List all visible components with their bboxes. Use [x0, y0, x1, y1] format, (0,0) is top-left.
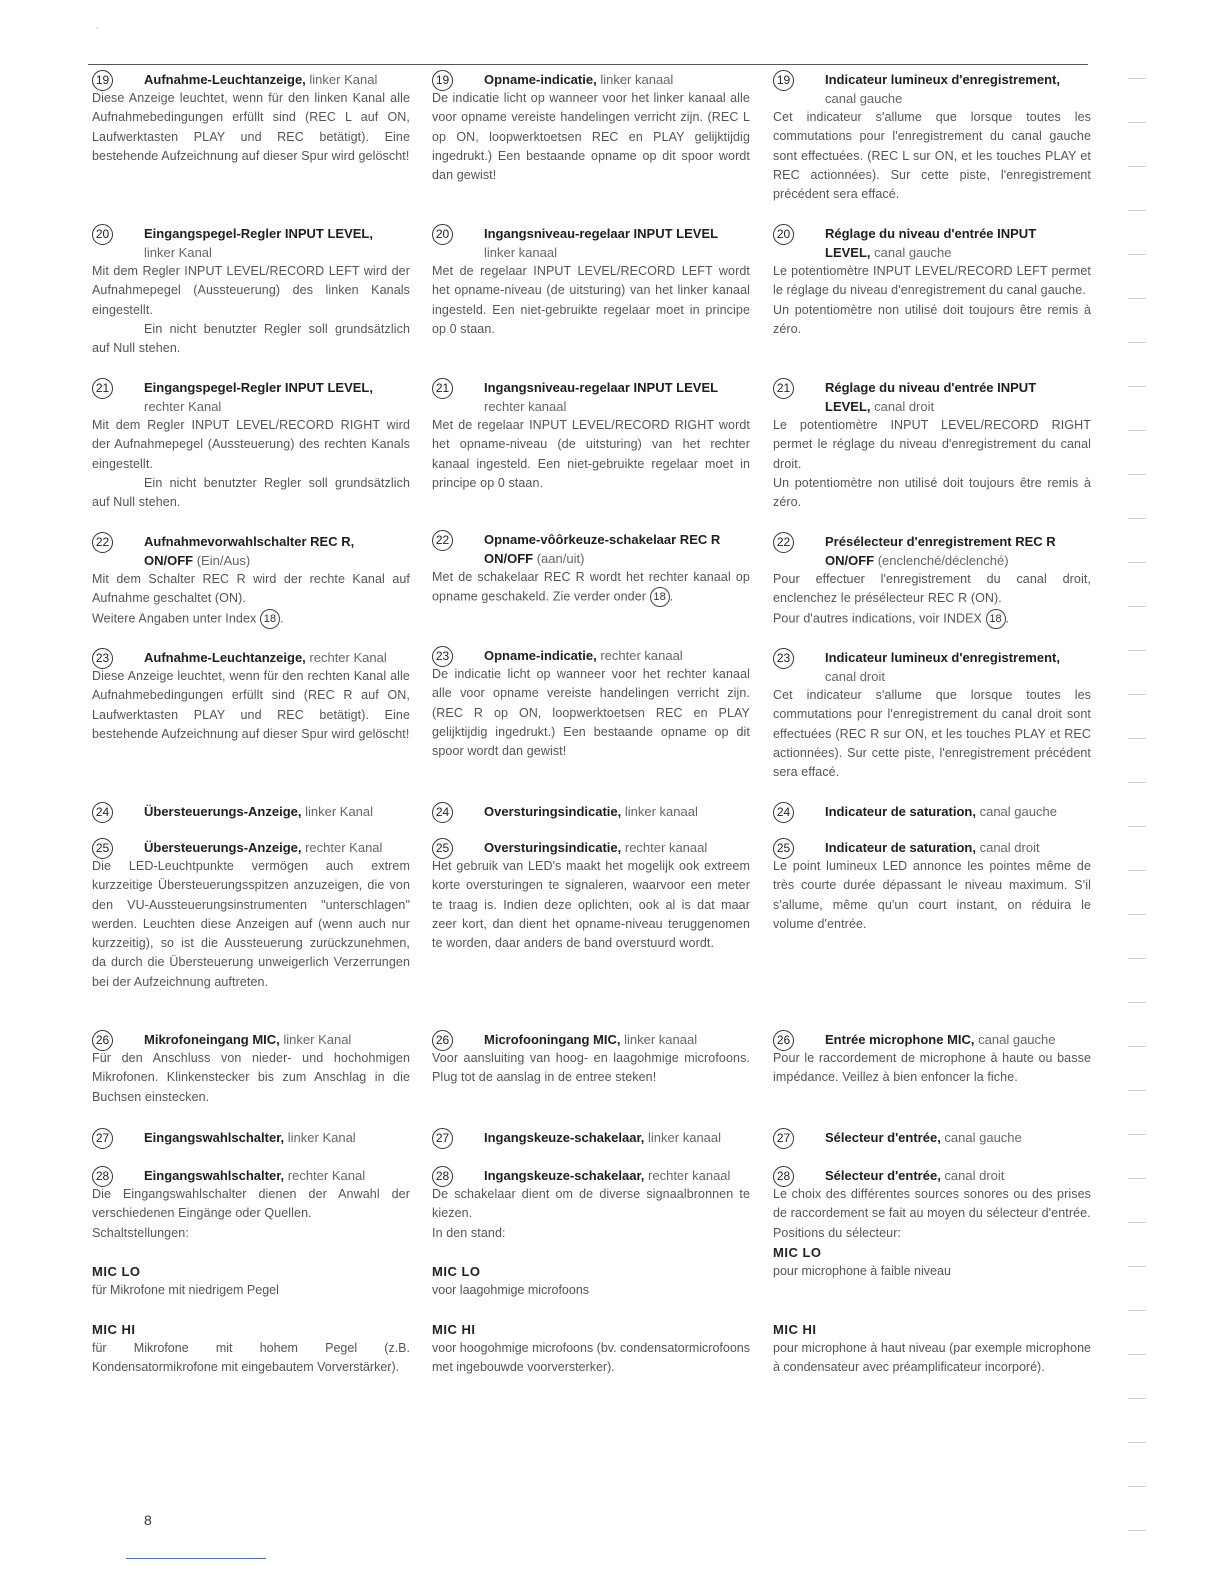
index-number: 25 [773, 838, 794, 859]
index-number: 23 [92, 648, 113, 669]
entry-body: Het gebruik van LED's maakt het mogelijk ook extreem korte oversturingen te signaleren, waarvoor een meter te traag is. Indien deze oplichten, ook al is dat maar zeer kort, dan dient het opname-niveau teruggenomen te worden, daar anders de band overstuurd wordt. [432, 859, 750, 951]
page-number: 8 [144, 1512, 152, 1528]
entry-24-nl [432, 802, 750, 821]
entry-subtitle: canal gauche [825, 91, 903, 106]
mic-hi-description: voor hoogohmige microfoons (bv. condensatormicrofoons met ingebouwde voorversterker). [432, 1341, 750, 1375]
entry-21-de [92, 378, 410, 512]
entry-note: Un potentiomètre non utilisé doit toujours être remis à zéro. [773, 302, 1091, 336]
entry-25-de [92, 838, 410, 992]
index-number: 19 [773, 70, 794, 91]
entry-subtitle: linker kanaal [620, 1032, 698, 1047]
entry-27-fr [773, 1128, 1091, 1147]
entry-title: Oversturingsindicatie, [484, 840, 622, 855]
entry-title-line2: LEVEL, [825, 245, 871, 260]
entry-body: De indicatie licht op wanneer voor het linker kanaal alle voor opname vereiste handelingen verricht zijn. (REC L op ON, loopwerktoetsen REC en PLAY gelijktijdig ingedrukt.) Een bestaande opname op dit spoor wordt dan gewist! [432, 91, 750, 183]
mic-lo-description: pour microphone à faible niveau [773, 1263, 951, 1278]
mic-lo-de [92, 1262, 410, 1300]
entry-26-nl [432, 1030, 750, 1088]
index-reference: 18 [986, 609, 1006, 629]
entry-body: Le potentiomètre INPUT LEVEL/RECORD RIGHT permet le réglage du niveau d'enregistrement du canal droit. [773, 418, 1091, 471]
mic-hi-label: MIC HI [92, 1322, 136, 1337]
index-number: 27 [432, 1128, 453, 1149]
index-number: 20 [92, 224, 113, 245]
index-number: 20 [773, 224, 794, 245]
entry-subtitle: canal gauche [870, 245, 952, 260]
entry-title-line2: LEVEL, [825, 399, 871, 414]
mic-hi-description: pour microphone à haut niveau (par exemple microphone à condensateur avec préamplificateur incorporé). [773, 1341, 1091, 1375]
entry-23-de [92, 648, 410, 744]
entry-20-de [92, 224, 410, 358]
entry-note: Weitere Angaben unter Index [92, 610, 257, 625]
entry-body: Le potentiomètre INPUT LEVEL/RECORD LEFT permet le réglage du niveau d'enregistrement du canal gauche. [773, 264, 1091, 298]
mic-hi-label: MIC HI [432, 1322, 476, 1337]
entry-subtitle: rechter Kanal [144, 399, 222, 414]
entry-20-fr [773, 224, 1091, 339]
entry-22-fr: 22 Présélecteur d'enregistrement REC R ON/OFF (enclenché/déclenché) Pour effectuer l'enregistrement du canal droit, enclenchez le présélecteur REC R (ON). Pour d'autres indications, voir INDEX 18 . [773, 532, 1091, 629]
index-reference: 18 [650, 587, 670, 607]
entry-note: Un potentiomètre non utilisé doit toujours être remis à zéro. [773, 475, 1091, 510]
entry-19-nl [432, 70, 750, 185]
entry-note: Ein nicht benutzter Regler soll grundsätzlich auf Null stehen. [92, 475, 410, 510]
top-rule [88, 64, 1088, 65]
entry-title: Aufnahmevorwahlschalter REC R, [144, 534, 355, 549]
entry-subtitle: (aan/uit) [533, 551, 585, 566]
corner-mark: ' [96, 26, 98, 37]
entry-subtitle: linker kanaal [484, 245, 557, 260]
entry-title: Indicateur de saturation, [825, 840, 976, 855]
entry-title-line2: ON/OFF [825, 553, 875, 568]
index-number: 27 [773, 1128, 794, 1149]
index-number: 19 [92, 70, 113, 91]
entry-subtitle: rechter kanaal [596, 648, 683, 663]
index-reference: 18 [260, 609, 280, 629]
mic-lo-description: für Mikrofone mit niedrigem Pegel [92, 1283, 279, 1297]
entry-body: Pour effectuer l'enregistrement du canal droit, enclenchez le présélecteur REC R (ON). [773, 572, 1091, 606]
entry-22-nl: 22 Opname-vôôrkeuze-schakelaar REC R ON/OFF (aan/uit) Met de schakelaar REC R wordt het rechter kanaal op opname geschakeld. Zie verder onder 18 . [432, 530, 750, 607]
entry-subtitle: canal gauche [975, 804, 1057, 819]
entry-subtitle: canal droit [975, 840, 1040, 855]
index-number: 24 [432, 802, 453, 823]
entry-subtitle: rechter Kanal [305, 650, 387, 665]
mic-hi-description: für Mikrofone mit hohem Pegel (z.B. Kondensatormikrofone mit eingebautem Vorverstärker). [92, 1341, 410, 1375]
entry-title: Opname-vôôrkeuze-schakelaar REC R [484, 532, 721, 547]
index-number: 19 [432, 70, 453, 91]
mic-hi-nl [432, 1320, 750, 1378]
entry-title: Opname-indicatie, [484, 648, 597, 663]
index-number: 28 [773, 1166, 794, 1187]
entry-19-fr [773, 70, 1091, 204]
entry-title: Eingangswahlschalter, [144, 1168, 285, 1183]
entry-24-de [92, 802, 410, 821]
entry-title: Sélecteur d'entrée, [825, 1168, 941, 1183]
entry-subtitle: rechter kanaal [621, 840, 708, 855]
entry-21-nl [432, 378, 750, 493]
entry-24-fr [773, 802, 1091, 821]
entry-23-fr [773, 648, 1091, 782]
entry-28-de [92, 1166, 410, 1243]
index-number: 28 [432, 1166, 453, 1187]
entry-title-line2: ON/OFF [144, 553, 194, 568]
entry-subtitle: canal gauche [940, 1130, 1022, 1145]
index-number: 21 [92, 378, 113, 399]
entry-title: Réglage du niveau d'entrée INPUT [825, 380, 1037, 395]
entry-title: Indicateur lumineux d'enregistrement, [825, 650, 1060, 665]
entry-subtitle: rechter Kanal [284, 1168, 366, 1183]
margin-ticks [1128, 78, 1148, 1548]
entry-title: Présélecteur d'enregistrement REC R [825, 534, 1056, 549]
mic-hi-label: MIC HI [773, 1322, 817, 1337]
entry-subtitle: (Ein/Aus) [193, 553, 251, 568]
index-number: 23 [773, 648, 794, 669]
entry-title: Opname-indicatie, [484, 72, 597, 87]
entry-25-nl [432, 838, 750, 953]
index-number: 25 [432, 838, 453, 859]
entry-body: Voor aansluiting van hoog- en laagohmige microfoons. Plug tot de aanslag in de entree steken! [432, 1051, 750, 1085]
entry-title: Indicateur de saturation, [825, 804, 976, 819]
index-number: 25 [92, 838, 113, 859]
entry-title: Eingangspegel-Regler INPUT LEVEL, [144, 226, 373, 241]
entry-title-line2: ON/OFF [484, 551, 534, 566]
entry-subtitle: linker kanaal [644, 1130, 722, 1145]
entry-subtitle: linker Kanal [144, 245, 212, 260]
entry-body: Diese Anzeige leuchtet, wenn für den rechten Kanal alle Aufnahmebedingungen erfüllt sind (REC R auf ON, Laufwerktasten PLAY und REC betätigt). Eine bestehende Aufzeichnung auf dieser Spur wird gelöscht! [92, 669, 410, 741]
index-number: 28 [92, 1166, 113, 1187]
entry-note: Pour d'autres indications, voir INDEX [773, 610, 982, 625]
entry-body: Die Eingangswahlschalter dienen der Anwahl der verschiedenen Eingänge oder Quellen. [92, 1187, 410, 1221]
mic-lo-label: MIC LO [92, 1264, 141, 1279]
entry-title: Aufnahme-Leuchtanzeige, [144, 650, 306, 665]
entry-body: Met de regelaar INPUT LEVEL/RECORD LEFT wordt het opname-niveau (de uitsturing) van het linker kanaal ingesteld. Een niet-gebruikte regelaar moet in principe op 0 staan. [432, 264, 750, 336]
entry-28-fr [773, 1166, 1091, 1281]
entry-title: Aufnahme-Leuchtanzeige, [144, 72, 306, 87]
entry-27-de [92, 1128, 410, 1147]
index-number: 26 [92, 1030, 113, 1051]
index-number: 20 [432, 224, 453, 245]
entry-body: Le point lumineux LED annonce les pointes même de très courte durée dépassant le niveau maximum. S'il s'allume, même qu'un court instant, on réduira le volume d'entrée. [773, 859, 1091, 931]
index-number: 22 [432, 530, 453, 551]
entry-title: Réglage du niveau d'entrée INPUT [825, 226, 1037, 241]
entry-title: Oversturingsindicatie, [484, 804, 622, 819]
index-number: 22 [773, 532, 794, 553]
entry-subtitle: linker Kanal [284, 1130, 356, 1145]
entry-title: Sélecteur d'entrée, [825, 1130, 941, 1145]
entry-21-fr [773, 378, 1091, 512]
entry-subtitle: linker Kanal [305, 72, 378, 87]
mic-hi-fr [773, 1320, 1091, 1378]
entry-subtitle: canal droit [825, 669, 885, 684]
mic-lo-label: MIC LO [432, 1264, 481, 1279]
mic-hi-de [92, 1320, 410, 1378]
entry-body: Diese Anzeige leuchtet, wenn für den linken Kanal alle Aufnahmebedingungen erfüllt sind (REC L auf ON, Laufwerktasten PLAY und REC betätigt). Eine bestehende Aufzeichnung auf dieser Spur wird gelöscht! [92, 91, 410, 163]
entry-note: Schaltstellungen: [92, 1225, 189, 1240]
entry-title: Indicateur lumineux d'enregistrement, [825, 72, 1060, 87]
entry-title: Eingangspegel-Regler INPUT LEVEL, [144, 380, 373, 395]
entry-title: Microfooningang MIC, [484, 1032, 621, 1047]
entry-28-nl [432, 1166, 750, 1243]
entry-subtitle: linker Kanal [279, 1032, 352, 1047]
index-number: 27 [92, 1128, 113, 1149]
entry-title: Entrée microphone MIC, [825, 1032, 975, 1047]
index-number: 24 [92, 802, 113, 823]
entry-subtitle: linker kanaal [621, 804, 698, 819]
entry-subtitle: canal droit [870, 399, 935, 414]
entry-title: Ingangsniveau-regelaar INPUT LEVEL [484, 380, 719, 395]
entry-title: Übersteuerungs-Anzeige, [144, 840, 302, 855]
entry-body: Mit dem Regler INPUT LEVEL/RECORD LEFT wird der Aufnahmepegel (Aussteuerung) des linken Kanals eingestellt. [92, 264, 410, 317]
entry-body: Die LED-Leuchtpunkte vermögen auch extrem kurzzeitige Übersteuerungsspitzen anzuzeigen, die von den VU-Aussteuerungsinstrumenten "unterschlagen" werden. Leuchten diese Anzeigen auf (wenn auch nur kurzzeitig), so ist die Aussteuerung zurückzunehmen, da durch die Übersteuerung unweigerlich Verzerrungen bei der Aufzeichnung auftreten. [92, 859, 410, 989]
entry-22-de: 22 Aufnahmevorwahlschalter REC R, ON/OFF (Ein/Aus) Mit dem Schalter REC R wird der rechte Kanal auf Aufnahme geschaltet (ON). Weitere Angaben unter Index 18 . [92, 532, 410, 629]
entry-20-nl [432, 224, 750, 339]
entry-subtitle: linker Kanal [301, 804, 374, 819]
mic-lo-description: voor laagohmige microfoons [432, 1283, 590, 1297]
entry-note: Ein nicht benutzter Regler soll grundsätzlich auf Null stehen. [92, 321, 410, 356]
entry-body: Mit dem Regler INPUT LEVEL/RECORD RIGHT wird der Aufnahmepegel (Aussteuerung) des rechten Kanals eingestellt. [92, 418, 410, 471]
entry-26-de [92, 1030, 410, 1107]
index-number: 21 [773, 378, 794, 399]
index-number: 21 [432, 378, 453, 399]
entry-title: Mikrofoneingang MIC, [144, 1032, 280, 1047]
entry-title: Übersteuerungs-Anzeige, [144, 804, 302, 819]
entry-title: Eingangswahlschalter, [144, 1130, 285, 1145]
entry-body: De indicatie licht op wanneer voor het rechter kanaal alle voor opname vereiste handelingen verricht zijn. (REC R op ON, loopwerktoetsen REC en PLAY gelijktijdig ingedrukt.) Een bestaande opname op dit spoor wordt dan gewist! [432, 667, 750, 759]
entry-body: Met de regelaar INPUT LEVEL/RECORD RIGHT wordt het opname-niveau (de uitsturing) van het rechter kanaal ingesteld. Een niet-gebruikte regelaar moet in principe op 0 staan. [432, 418, 750, 490]
entry-subtitle: (enclenché/déclenché) [874, 553, 1009, 568]
entry-25-fr [773, 838, 1091, 934]
entry-26-fr [773, 1030, 1091, 1088]
index-number: 26 [432, 1030, 453, 1051]
index-number: 22 [92, 532, 113, 553]
entry-title: Ingangsniveau-regelaar INPUT LEVEL [484, 226, 719, 241]
entry-subtitle: canal droit [940, 1168, 1005, 1183]
entry-body: Pour le raccordement de microphone à haute ou basse impédance. Veillez à bien enfoncer la fiche. [773, 1051, 1091, 1085]
entry-subtitle: canal gauche [974, 1032, 1056, 1047]
entry-note: In den stand: [432, 1225, 506, 1240]
entry-body: Met de schakelaar REC R wordt het rechter kanaal op opname geschakeld. Zie verder onder [432, 570, 750, 604]
mic-lo-label: MIC LO [773, 1244, 822, 1260]
entry-subtitle: linker kanaal [596, 72, 674, 87]
bottom-rule [126, 1558, 266, 1559]
entry-note: Positions du sélecteur: [773, 1225, 902, 1240]
entry-23-nl [432, 646, 750, 761]
entry-body: Cet indicateur s'allume que lorsque toutes les commutations pour l'enregistrement du canal droit sont effectuées (REC R sur ON, et les touches PLAY et REC actionnées). Sur cette piste, l'enregistrement précédent sera effacé. [773, 688, 1091, 780]
entry-body: Für den Anschluss von nieder- und hochohmigen Mikrofonen. Klinkenstecker bis zum Anschlag in die Buchsen einstecken. [92, 1051, 410, 1104]
entry-subtitle: rechter Kanal [301, 840, 383, 855]
index-number: 24 [773, 802, 794, 823]
entry-title: Ingangskeuze-schakelaar, [484, 1168, 645, 1183]
index-number: 23 [432, 646, 453, 667]
entry-body: Mit dem Schalter REC R wird der rechte Kanal auf Aufnahme geschaltet (ON). [92, 572, 410, 606]
entry-subtitle: rechter kanaal [644, 1168, 731, 1183]
entry-body: De schakelaar dient om de diverse signaalbronnen te kiezen. [432, 1187, 750, 1221]
entry-body: Cet indicateur s'allume que lorsque toutes les commutations pour l'enregistrement du canal gauche sont effectuées. (REC L sur ON, et les touches PLAY et REC actionnées). Sur cette piste, l'enregistrement précédent sera effacé. [773, 110, 1091, 202]
entry-title: Ingangskeuze-schakelaar, [484, 1130, 645, 1145]
entry-body: Le choix des différentes sources sonores ou des prises de raccordement se fait au moyen du sélecteur d'entrée. [773, 1187, 1091, 1221]
index-number: 26 [773, 1030, 794, 1051]
entry-subtitle: rechter kanaal [484, 399, 567, 414]
entry-19-de [92, 70, 410, 166]
entry-27-nl [432, 1128, 750, 1147]
mic-lo-nl [432, 1262, 750, 1300]
